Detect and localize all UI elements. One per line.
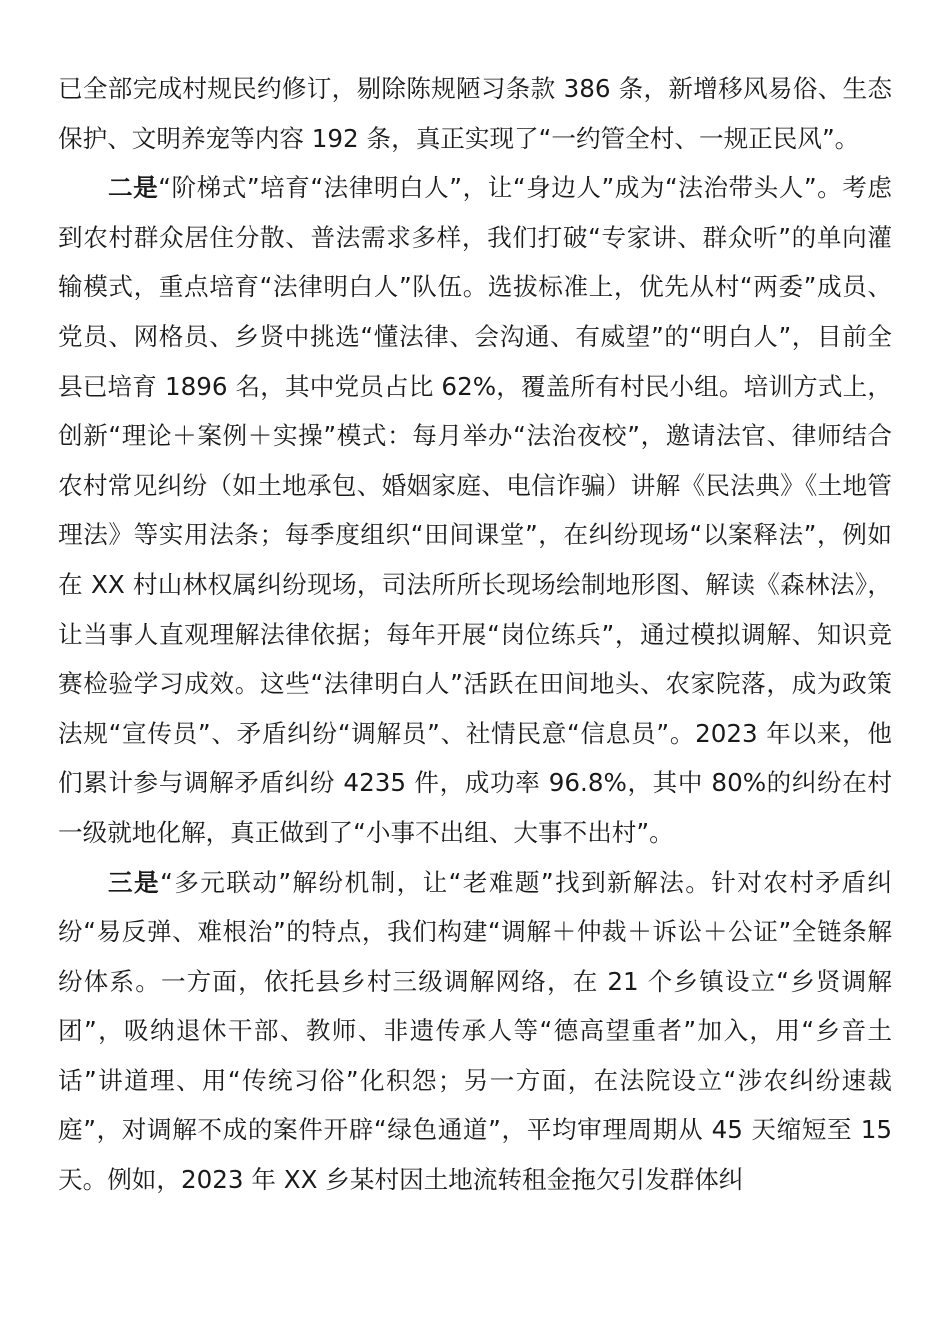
paragraph-lead: 二是 <box>108 173 159 203</box>
paragraph-point-three <box>58 858 892 1205</box>
paragraph-lead: 三是 <box>108 867 161 897</box>
paragraph-text: 已全部完成村规民约修订，剔除陈规陋习条款 386 条，新增移风易俗、生态保护、文明养宠等内容 192 条，真正实现了“一约管全村、一规正民风”。 <box>58 74 892 153</box>
paragraph-text: “阶梯式”培育“法律明白人”，让“身边人”成为“法治带头人”。考虑到农村群众居住分散、普法需求多样，我们打破“专家讲、群众听”的单向灌输模式，重点培育“法律明白人”队伍。选拔标准上，优先从村“两委”成员、党员、网格员、乡贤中挑选“懂法律、会沟通、有威望”的“明白人”，目前全县已培育 1896 名，其中党员占比 62%，覆盖所有村民小组。培训方式上，创新“理论＋案例＋实操”模式：每月举办“法治夜校”，邀请法官、律师结合农村常见纠纷（如土地承包、婚姻家庭、电信诈骗）讲解《民法典》《土地管理法》等实用法条；每季度组织“田间课堂”，在纠纷现场“以案释法”，例如在 XX 村山林权属纠纷现场，司法所所长现场绘制地形图、解读《森林法》，让当事人直观理解法律依据；每年开展“岗位练兵”，通过模拟调解、知识竞赛检验学习成效。这些“法律明白人”活跃在田间地头、农家院落，成为政策法规“宣传员”、矛盾纠纷“调解员”、社情民意“信息员”。2023 年以来，他们累计参与调解矛盾纠纷 4235 件，成功率 96.8%，其中 80%的纠纷在村一级就地化解，真正做到了“小事不出组、大事不出村”。 <box>58 173 892 847</box>
paragraph-continuation <box>58 64 892 163</box>
paragraph-point-two <box>58 163 892 857</box>
body-text <box>58 64 892 1205</box>
paragraph-text: “多元联动”解纷机制，让“老难题”找到新解法。针对农村矛盾纠纷“易反弹、难根治”的特点，我们构建“调解＋仲裁＋诉讼＋公证”全链条解纷体系。一方面，依托县乡村三级调解网络，在 21 个乡镇设立“乡贤调解团”，吸纳退休干部、教师、非遗传承人等“德高望重者”加入，用“乡音土话”讲道理、用“传统习俗”化积怨；另一方面，在法院设立“涉农纠纷速裁庭”，对调解不成的案件开辟“绿色通道”，平均审理周期从 45 天缩短至 15 天。例如，2023 年 XX 乡某村因土地流转租金拖欠引发群体纠 <box>58 867 892 1195</box>
